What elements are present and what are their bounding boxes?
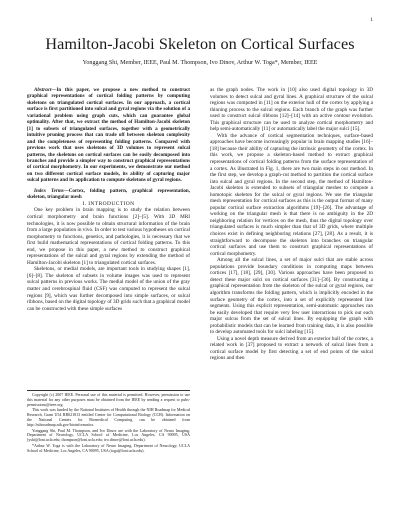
index-terms-text: —Cortex, folding pattern, graphical representation, skeleton, triangular mesh xyxy=(27,187,190,201)
abstract-text: In this paper, we propose a new method to construct graphical representations of cortical folding patterns by computing skeletons on triangulated cortical surfaces. In our approach, a cortical surface is first partitioned into sulcal and gyral regions via the solution of a variational problem using graph cuts, which can guarantee global optimality. After that, we extract the method of Hamilton-Jacobi skeleton [1] to subsets of triangulated surfaces, together with a geometrically intuitive pruning process that can trade off between skeleton complexity and the completeness of representing folding patterns. Compared with previous work that uses skeletons of 3D volumes to represent sulcal patterns, the skeletons on cortical surfaces can be easily decomposed into branches and provide a simpler way to construct graphical representations of cortical morphometry. In our experiments, we demonstrate our method on two different cortical surface models, its ability of capturing major sulcal patterns and its application to compute skeletons of gyral regions. xyxy=(27,87,190,184)
footnote-funding: This work was funded by the National Institutes of Health through the NIH Roadmap for Medical Research, Grant U54 RR021813 entitled Center for Computational Biology (CCB). Information on the National Centers for Biomedical Computing can be obtained from http://nihroadmap.nih.gov/bioinformatics. xyxy=(27,407,190,428)
body-paragraph: One key problem in brain mapping is to study the relation between cortical morphometry and brain functions [2]–[5]. With 3D MRI technologies, it is now possible to obtain structural information of the brain from a large population in vivo. In order to test various hypotheses on cortical morphometry to functions, genetics, and pathologies, it is necessary that we first build mathematical representations of cortical folding patterns. To this end, we propose in this paper, a new method to construct graphical representations of the sulcal and gyral regions by extending the method of Hamilton-Jacobi skeleton [1] to triangulated cortical surfaces. xyxy=(27,207,190,266)
section-heading-introduction: I. INTRODUCTION xyxy=(82,200,135,207)
abstract-label: Abstract— xyxy=(34,87,57,93)
body-paragraph: as the graph nodes. The work in [10] also used digital topology in 3D volumes to detect sulcal and gyral lines. A graphical structure of the sulcal regions was computed in [11] on the exterior hull of the cortex by applying a thinning process to the sulcal regions. Each branch of the graph was further used to construct sulcal ribbons [12]–[14] with an active contour evolution. This graphical structure can be used to analyze cortical morphometry and help semi-automatically [11] or automatically label the major sulci [15]. xyxy=(210,87,373,133)
index-terms xyxy=(27,188,190,201)
footnotes xyxy=(27,390,190,454)
left-column xyxy=(27,87,190,312)
page-number: 1 xyxy=(370,17,373,23)
body-paragraph: Using a novel depth measure derived from an exterior hull of the cortex, a related work in [37] proposed to extract a network of sulcal lines from a cortical surface model by first detecting a set of end points of the sulcal regions and then xyxy=(210,335,373,362)
body-paragraph: With the advance of cortical segmentation techniques, surface-based approaches have become increasingly popular in brain mapping studies [16]–[18] because their ability of capturing the intrinsic geometry of the cortex. In this work, we propose a skeleton-based method to extract graphical representations of cortical folding patterns from the surface representation of a cortex. As illustrated in Fig. 1, there are two main steps in our method. In the first step, we develop a graph-cut method to partition the cortical surface into sulcal and gyral regions. In the second step, the method of Hamilton-Jacobi skeleton is extended to subsets of triangular meshes to compute a homotopic skeleton for the sulcal or gyral regions. We use the triangular mesh representation for cortical surfaces as this is the output format of many popular cortical surface extraction algorithms [19]–[26]. The advantage of working on the triangular mesh is that there is no ambiguity in the 2D neighboring relation for vertices on the mesh, thus the digital topology over triangulated surfaces is much simpler than that of 3D grids, where multiple choices exist in defining neighboring relations [27], [28]. As a result, it is straightforward to decompose the skeleton into branches on triangular cortical surfaces and use them to construct graphical representations of cortical morphometry. xyxy=(210,132,373,257)
index-terms-label: Index Terms xyxy=(34,187,64,194)
abstract xyxy=(27,87,190,184)
footnote-affiliation: Yonggang Shi, Paul M. Thompson, and Ivo Dinov are with the Laboratory of Neuro Imaging, Department of Neurology, UCLA School of Medicine, Los Angeles, CA 90095, USA (yshi@loni.ucla.edu; thompson@loni.ucla.edu; ivo.dinov@loni.ucla.edu). xyxy=(27,427,190,443)
paper-title: Hamilton-Jacobi Skeleton on Cortical Surfaces xyxy=(45,35,355,53)
footnote-copyright: Copyright (c) 2007 IEEE. Personal use of this material is permitted. However, permission to use this material for any other purposes must be obtained from the IEEE by sending a request to pubs-permissions@ieee.org. xyxy=(27,392,190,407)
footnote-corresponding-author: *Arthur W. Toga is with the Laboratory of Neuro Imaging, Department of Neurology, UCLA School of Medicine, Los Angeles, CA 90095, USA (toga@loni.ucla.edu). xyxy=(27,442,190,453)
author-list: Yonggang Shi, Member, IEEE, Paul M. Thompson, Ivo Dinov, Arthur W. Toga*, Member, IEEE xyxy=(82,60,318,66)
body-paragraph: Among all the sulcal lines, a set of major sulci that are stable across populations provide boundary conditions in computing maps between cortices [17], [18], [29], [30]. Various approaches have been proposed to detect these major sulci on cortical surfaces [31]–[36]. By constructing a graphical representation from the skeleton of the sulcal or gyral regions, our algorithm transforms the folding pattern, which is implicitly encoded in the surface geometry of the cortex, into a set of explicitly represented line segments. Using this explicit representation, semi-automatic approaches can be easily developed that require very few user interactions to pick out each major sulcus from the set of sulcal lines. By equipping the graph with probabilistic models that can be learned from training data, it is also possible to develop automated tools for sulci labeling [15]. xyxy=(210,257,373,336)
body-paragraph: Skeletons, or medial models, are important tools in studying shapes [1], [6]–[8]. The skeleton of subsets in volume images was used to represent sulcal patterns in previous works. The medial model of the union of the gray matter and cerebrospinal fluid (CSF) was computed to represent the sulcal regions [9], which was further decomposed into simple surfaces, or sulcal ribbons, based on the digital topology of 3D grids such that a graphical model can be constructed with these simple surfaces xyxy=(27,266,190,312)
right-column xyxy=(210,87,373,362)
